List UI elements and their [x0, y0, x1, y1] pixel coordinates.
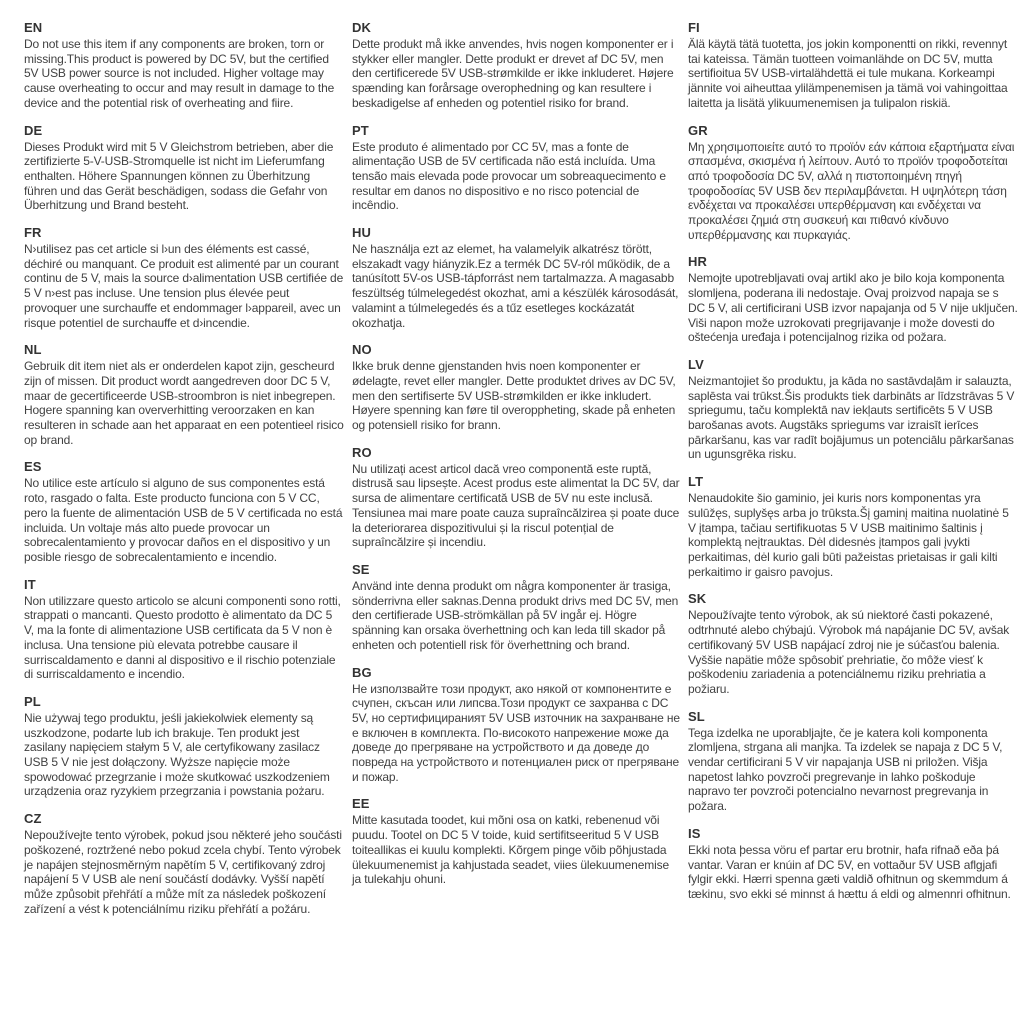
language-code-sl: SL [688, 708, 705, 724]
language-code-se: SE [352, 561, 370, 577]
language-code-es: ES [24, 459, 42, 475]
language-code-lt: LT [688, 474, 704, 490]
safety-text-it: Non utilizzare questo articolo se alcuni componenti sono rotti, strappati o mancanti. Questo prodotto è alimentato da DC 5 V, ma la fonte di alimentazione USB certificata da 5 V non è inclusa. Una tensione più elevata potrebbe causare il surriscaldamento e danni al dispositivo e il rischio potenziale di surriscaldamento e incendio. [24, 593, 341, 682]
safety-text-hr: Nemojte upotrebljavati ovaj artikl ako je bilo koja komponenta slomljena, poderana ili nedostaje. Ovaj proizvod napaja se s DC 5 V, ali certificirani USB izvor napajanja od 5 V nije uključen. Viši napon može uzrokovati pregrijavanje i može dovesti do oštećenja uređaja i potencijalnog rizika od požara. [688, 271, 1018, 345]
safety-text-bg: Не използвайте този продукт, ако някой от компонентите е счупен, скъсан или липсва.Този продукт се захранва с DC 5V, но сертифицираният 5V USB източник на захранване не е включен в комплекта. По-високото напрежение може да доведе до прегряване на устройството и да доведе до повреда на устройството и потенциален риск от прегряване и пожар. [352, 681, 680, 784]
language-section-pt [352, 123, 681, 214]
safety-text-pt: Este produto é alimentado por CC 5V, mas a fonte de alimentação USB de 5V certificada não está incluída. Uma tensão mais elevada pode provocar um sobreaquecimento e resultar em danos no dispositivo e no risco potencial de incêndio. [352, 139, 666, 213]
language-code-de: DE [24, 122, 43, 138]
language-code-hu: HU [352, 225, 371, 241]
language-section-no [352, 342, 681, 433]
language-section-hr [688, 254, 1018, 345]
safety-text-lv: Neizmantojiet šo produktu, ja kāda no sastāvdaļām ir salauzta, saplēsta vai trūkst.Šis produkts tiek darbināts ar līdzstrāvas 5 V spriegumu, taču komplektā nav iekļauts sertificēts 5 V USB barošanas avots. Augstāks spriegums var izraisīt ierīces pārkaršanu, kas var radīt bojājumus un potenciālu pārkaršanas un ugunsgrēka risku. [688, 373, 1015, 462]
language-section-se [352, 562, 681, 653]
language-section-ee [352, 796, 681, 887]
language-section-sl [688, 709, 1018, 814]
language-section-en [24, 20, 344, 111]
safety-text-hu: Ne használja ezt az elemet, ha valamelyik alkatrész törött, elszakadt vagy hiányzik.Ez a termék DC 5V-ról működik, de a tanúsított 5V-os USB-tápforrást nem tartalmazza. A magasabb feszültség túlmelegedést okozhat, ami a készülék károsodását, valamint a túlmelegedés és a tűz esetleges kockázatát okozhatja. [352, 242, 679, 330]
safety-text-lt: Nenaudokite šio gaminio, jei kuris nors komponentas yra sulūžęs, suplyšęs arba jo trūksta.Šį gaminį maitina nuolatinė 5 V įtampa, tačiau sertifikuotas 5 V USB maitinimo šaltinis į komplektą neįtrauktas. Dėl didesnės įtampos gali įvykti perkaitimas, dėl kurio gali būti pažeistas prietaisas ir gali kilti perkaitimo ir gaisro pavojus. [688, 491, 1009, 579]
language-code-pl: PL [24, 693, 41, 709]
safety-text-cz: Nepoužívejte tento výrobek, pokud jsou některé jeho součásti poškozené, roztržené nebo pokud zcela chybí. Tento výrobek je napájen stejnosměrným napětím 5 V, certifikovaný zdroj napájení 5 V USB ale není součástí dodávky. Vyšší napětí může způsobit přehřátí a může mít za následek poškození zařízení a vést k potenciálnímu riziku přehřátí a požáru. [24, 828, 342, 916]
language-section-dk [352, 20, 681, 111]
safety-text-pl: Nie używaj tego produktu, jeśli jakiekolwiek elementy są uszkodzone, podarte lub ich brakuje. Ten produkt jest zasilany napięciem stałym 5 V, ale certyfikowany zasilacz USB 5 V nie jest dołączony. Wyższe napięcie może spowodować przegrzanie i może skutkować uszkodzeniem urządzenia oraz ryzykiem przegrzania i powstania pożaru. [24, 710, 330, 799]
language-code-ee: EE [352, 796, 370, 812]
language-code-ro: RO [352, 444, 372, 460]
safety-text-is: Ekki nota þessa vöru ef partar eru brotnir, hafa rifnað eða þá vantar. Varan er knúin af DC 5V, en vottaður 5V USB aflgjafi fylgir ekki. Hærri spenna gæti valdið ofhitnun og skemmdum á tækinu, svo ekki sé minnst á hættu á eldi og almennri ofhitnun. [688, 842, 1011, 901]
language-section-gr [688, 123, 1018, 243]
language-code-lv: LV [688, 356, 704, 372]
language-section-it [24, 577, 344, 682]
language-section-pl [24, 694, 344, 799]
language-section-ro [352, 445, 681, 550]
language-section-fi [688, 20, 1018, 111]
language-code-fr: FR [24, 225, 42, 241]
language-code-no: NO [352, 342, 372, 358]
language-code-hr: HR [688, 254, 707, 270]
safety-text-fi: Älä käytä tätä tuotetta, jos jokin komponentti on rikki, revennyt tai kateissa. Tämän tuotteen voimanlähde on DC 5V, mutta sertifioitua 5V USB-virtalähdettä ei tule mukana. Korkeampi jännite voi aiheuttaa ylilämpenemisen ja tämä voi vahingoittaa laitetta ja lisätä ylikuumenemisen ja tulipalon riskiä. [688, 37, 1008, 110]
language-section-bg [352, 665, 681, 785]
language-section-es [24, 459, 344, 564]
language-code-en: EN [24, 20, 43, 35]
safety-text-fr: N›utilisez pas cet article si l›un des éléments est cassé, déchiré ou manquant. Ce produit est alimenté par un courant continu de 5 V, mais la source d›alimentation USB certifiée de 5 V n›est pas incluse. Une tension plus élevée peut provoquer une surchauffe et endommager l›appareil, avec un risque potentiel de surchauffe et d›incendie. [24, 242, 344, 330]
safety-text-ee: Mitte kasutada toodet, kui mõni osa on katki, rebenenud või puudu. Tootel on DC 5 V toide, kuid sertifitseeritud 5 V USB toiteallikas ei kuulu komplekti. Kõrgem pinge võib põhjustada ülekuumenemist ja kahjustada seadet, viies ülekuumenemise ja tulekahju ohuni. [352, 813, 669, 887]
language-section-cz [24, 811, 344, 916]
safety-text-no: Ikke bruk denne gjenstanden hvis noen komponenter er ødelagte, revet eller mangler. Dette produktet drives av DC 5V, men den sertifiserte 5V USB-strømkilden er ikke inkludert. Høyere spenning kan føre til overoppheting, skade på enheten og potensiell risiko for brann. [352, 359, 676, 433]
language-section-fr [24, 225, 344, 330]
column-right [688, 20, 1018, 916]
safety-text-sk: Nepoužívajte tento výrobok, ak sú niektoré časti pokazené, odtrhnuté alebo chýbajú. Výrobok má napájanie DC 5V, avšak certifikovaný 5V USB napájací zdroj nie je súčasťou balenia. Vyššie napätie môže spôsobiť prehriatie, čo môže viesť k poškodeniu zariadenia a potenciálnemu riziku prehriatia a požiaru. [688, 608, 1010, 696]
language-section-is [688, 826, 1018, 902]
column-left [24, 20, 344, 916]
language-section-lt [688, 474, 1018, 579]
safety-text-gr: Μη χρησιμοποιείτε αυτό το προϊόν εάν κάποια εξαρτήματα είναι σπασμένα, σκισμένα ή λείπουν. Αυτό το προϊόν τροφοδοτείται από τροφοδοσία DC 5V, αλλά η πιστοποιημένη πηγή τροφοδοσίας 5V USB δεν περιλαμβάνεται. Η υψηλότερη τάση ενδέχεται να προκαλέσει υπερθέρμανση και ενδέχεται να προκαλέσει ζημιά στη συσκευή και πιθανό κίνδυνο υπερθέρμανσης και πυρκαγιάς. [688, 139, 1015, 242]
language-code-sk: SK [688, 591, 707, 607]
language-section-lv [688, 357, 1018, 462]
safety-text-sl: Tega izdelka ne uporabljajte, če je katera koli komponenta zlomljena, strgana ali manjka. Ta izdelek se napaja z DC 5 V, vendar certificirani 5 V vir napajanja USB ni priložen. Višja napetost lahko povzroči pregrevanje in lahko poškoduje napravo ter povzroči potencialno nevarnost pregrevanja in požara. [688, 725, 1003, 814]
column-middle [352, 20, 681, 916]
language-code-it: IT [24, 576, 36, 592]
language-section-sk [688, 591, 1018, 696]
language-section-hu [352, 225, 681, 330]
safety-text-nl: Gebruik dit item niet als er onderdelen kapot zijn, gescheurd zijn of missen. Dit product wordt aangedreven door DC 5 V, maar de gecertificeerde USB-stroombron is niet inbegrepen. Hogere spanning kan oververhitting veroorzaken en kan resulteren in schade aan het apparaat en een potentieel risico op brand. [24, 359, 344, 447]
safety-text-en: Do not use this item if any components are broken, torn or missing.This product is powered by DC 5V, but the certified 5V USB power source is not included. Higher voltage may cause overheating to occur and may result in damage to the device and the potential risk of overheating and fiire. [24, 37, 335, 110]
language-section-de [24, 123, 344, 214]
language-section-nl [24, 342, 344, 447]
language-code-cz: CZ [24, 811, 42, 827]
language-code-gr: GR [688, 122, 708, 138]
safety-text-ro: Nu utilizați acest articol dacă vreo componentă este ruptă, distrusă sau lipsește. Acest produs este alimentat la DC 5V, dar sursa de alimentare certificată USB de 5V nu este inclusă. Tensiunea mai mare poate cauza supraîncălzirea și poate duce la deteriorarea dispozitivului și la riscul potențial de supraîncălzire și incendiu. [352, 461, 680, 550]
language-code-dk: DK [352, 20, 371, 35]
language-code-is: IS [688, 825, 701, 841]
safety-text-de: Dieses Produkt wird mit 5 V Gleichstrom betrieben, aber die zertifizierte 5-V-USB-Stromquelle ist nicht im Lieferumfang enthalten. Höhere Spannungen können zu Überhitzung führen und das Gerät beschädigen, sodass die Gefahr von Überhitzung und Brand besteht. [24, 139, 334, 213]
safety-text-se: Använd inte denna produkt om några komponenter är trasiga, sönderrivna eller saknas.Denna produkt drivs med DC 5V, men den certifierade USB-strömkällan på 5V ingår ej. Högre spänning kan orsaka överhettning och kan leda till skador på enheten och potentiell risk för överhettning och brand. [352, 578, 679, 652]
language-code-nl: NL [24, 342, 42, 358]
language-code-pt: PT [352, 122, 369, 138]
safety-text-dk: Dette produkt må ikke anvendes, hvis nogen komponenter er i stykker eller mangler. Dette produkt er drevet af DC 5V, men den certificerede 5V USB-strømkilde er ikke inkluderet. Højere spænding kan forårsage overophedning og kan resultere i beskadigelse af enheden og potentiel risiko for brand. [352, 37, 674, 110]
language-code-bg: BG [352, 664, 372, 680]
safety-text-es: No utilice este artículo si alguno de sus componentes está roto, rasgado o falta. Este producto funciona con 5 V CC, pero la fuente de alimentación USB de 5 V certificada no está incluida. Un voltaje más alto puede provocar un sobrecalentamiento y provocar daños en el dispositivo y un posible riesgo de sobrecalentamiento e incendio. [24, 476, 343, 564]
language-code-fi: FI [688, 20, 700, 35]
